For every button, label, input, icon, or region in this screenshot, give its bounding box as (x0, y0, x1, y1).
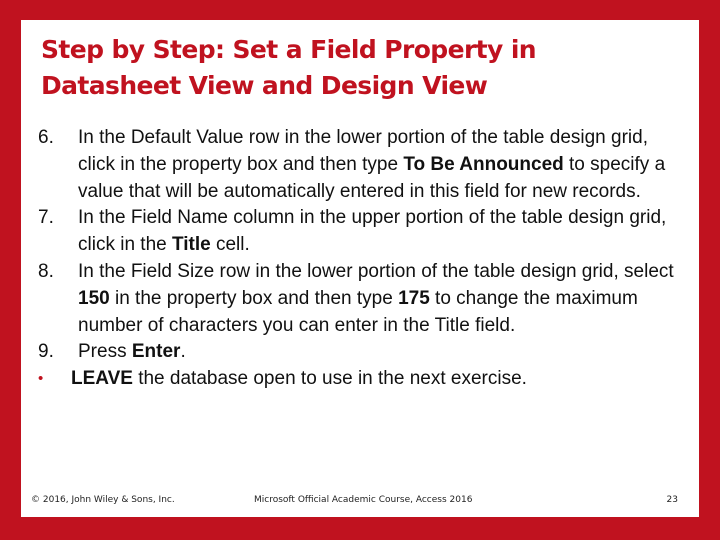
slide-title-line-1: Step by Step: Set a Field Property in (41, 35, 537, 64)
step-bold-text: Enter (131, 341, 181, 363)
step-item-7 (21, 205, 681, 259)
step-text: to specify a value that will be automatically entered in this field for new records. (78, 153, 666, 202)
footer-page-number: 23 (666, 495, 678, 505)
step-number: 7. (38, 207, 54, 229)
slide (21, 20, 699, 517)
step-text: to change the maximum number of characters you can enter in the Title field. (78, 287, 638, 336)
bullet-text: the database open to use in the next exercise. (132, 368, 527, 390)
step-text: In the Default Value row in the lower portion of the table design grid, click in the property box and then type (78, 127, 648, 175)
step-list (21, 125, 681, 393)
step-text: Press (78, 341, 132, 363)
slide-title-line-2: Datasheet View and Design View (41, 71, 488, 100)
step-text: In the Field Size row in the lower portion of the table design grid, select (78, 260, 674, 282)
step-item-8 (21, 259, 681, 339)
step-bold-text: 175 (398, 287, 430, 309)
slide-title (41, 32, 681, 104)
step-text: . (180, 341, 186, 363)
step-text: cell. (210, 234, 250, 256)
step-text: in the property box and then type (109, 287, 399, 309)
step-bold-text: 150 (78, 287, 110, 309)
step-item-9 (21, 339, 681, 366)
step-bold-text: To Be Announced (403, 153, 564, 175)
bullet-bold-text: LEAVE (71, 368, 133, 390)
step-item-6 (21, 125, 681, 205)
step-number: 8. (38, 260, 54, 282)
bullet-icon: • (38, 370, 44, 388)
step-bold-text: Title (171, 234, 211, 256)
footer-course: Microsoft Official Academic Course, Access 2016 (254, 495, 473, 505)
step-number: 6. (38, 127, 54, 148)
step-text: In the Field Name column in the upper portion of the table design grid, click in the (78, 207, 667, 256)
footer-copyright: © 2016, John Wiley & Sons, Inc. (31, 495, 175, 505)
step-number: 9. (38, 341, 54, 363)
bullet-item (21, 366, 681, 393)
